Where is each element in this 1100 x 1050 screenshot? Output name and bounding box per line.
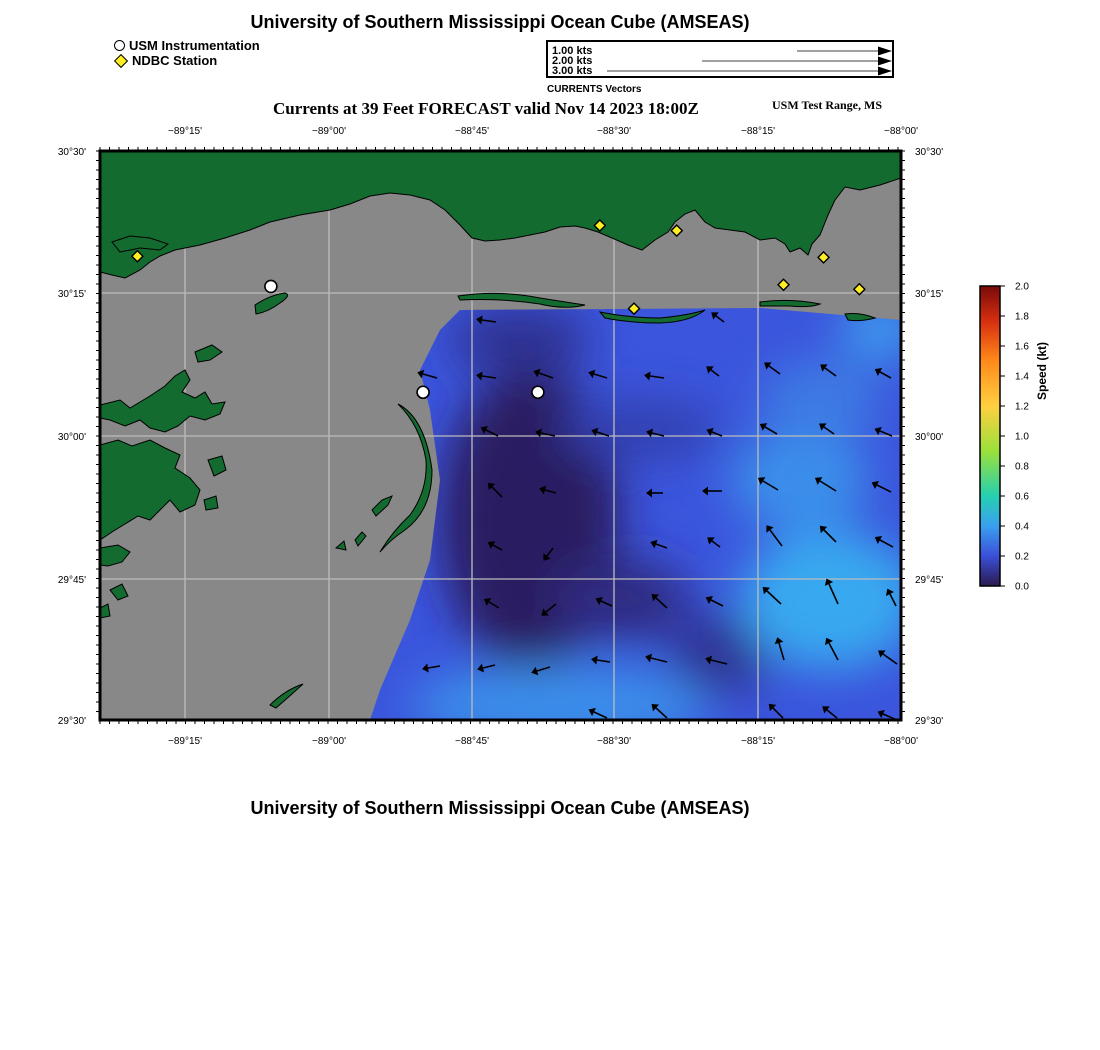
colorbar-tick-11: 0.0 (1015, 581, 1029, 593)
lat-tick-left-4: 29°45' (57, 575, 86, 586)
lon-tick-top-6: −88°00' (884, 126, 918, 137)
lon-ticks-top (168, 126, 918, 137)
usm-station-3 (532, 386, 544, 398)
scale-label-3: 3.00 kts (552, 65, 593, 77)
lat-ticks-right (915, 147, 943, 727)
scale-label-2: 2.00 kts (552, 55, 593, 67)
speed-field (360, 290, 920, 745)
speed-colorbar (970, 278, 1040, 598)
lat-tick-right-3: 30°00' (915, 432, 944, 443)
colorbar-tick-3: 1.6 (1015, 341, 1029, 353)
colorbar-tick-9: 0.4 (1015, 521, 1029, 533)
colorbar-ticks (1000, 282, 1029, 593)
legend-usm-label: USM Instrumentation (129, 38, 260, 53)
colorbar-tick-1: 2.0 (1015, 281, 1029, 293)
colorbar-gradient (980, 286, 1000, 586)
lat-tick-right-4: 29°45' (915, 575, 944, 586)
colorbar-tick-10: 0.2 (1015, 551, 1029, 563)
usm-station-2 (417, 386, 429, 398)
lon-tick-bottom-3: −88°45' (455, 736, 489, 747)
colorbar-tick-6: 1.0 (1015, 431, 1029, 443)
lat-tick-left-5: 29°30' (57, 716, 86, 727)
lat-tick-left-3: 30°00' (57, 432, 86, 443)
lat-tick-right-5: 29°30' (915, 716, 944, 727)
colorbar-label-text: Speed (kt) (1035, 341, 1049, 400)
lon-ticks-bottom (168, 736, 918, 747)
lon-tick-top-5: −88°15' (741, 126, 775, 137)
lon-tick-top-3: −88°45' (455, 126, 489, 137)
legend-ndbc-label: NDBC Station (132, 53, 218, 68)
colorbar-tick-2: 1.8 (1015, 311, 1029, 323)
lat-tick-right-2: 30°15' (915, 289, 944, 300)
currents-vectors-caption: CURRENTS Vectors (547, 84, 642, 95)
lat-tick-left-2: 30°15' (57, 289, 86, 300)
lon-tick-bottom-1: −89°15' (168, 736, 202, 747)
lat-tick-left-1: 30°30' (57, 147, 86, 158)
usm-station-1 (265, 280, 277, 292)
colorbar-tick-8: 0.6 (1015, 491, 1029, 503)
footer-title: University of Southern Mississippi Ocean Cube (AMSEAS) (250, 798, 750, 818)
lon-tick-top-2: −89°00' (312, 126, 346, 137)
lon-tick-top-1: −89°15' (168, 126, 202, 137)
lon-tick-top-4: −88°30' (597, 126, 631, 137)
lon-tick-bottom-4: −88°30' (597, 736, 631, 747)
region-label: USM Test Range, MS (772, 98, 883, 112)
lon-tick-bottom-2: −89°00' (312, 736, 346, 747)
lat-ticks-left (58, 147, 86, 727)
forecast-subtitle: Currents at 39 Feet FORECAST valid Nov 14 2023 18:00Z (273, 99, 699, 118)
colorbar-tick-4: 1.4 (1015, 371, 1029, 383)
map-title: University of Southern Mississippi Ocean Cube (AMSEAS) (250, 12, 750, 32)
lat-tick-right-1: 30°30' (915, 147, 944, 158)
colorbar-label (1035, 342, 1049, 400)
lon-tick-bottom-6: −88°00' (884, 736, 918, 747)
colorbar-tick-7: 0.8 (1015, 461, 1029, 473)
colorbar-tick-5: 1.2 (1015, 401, 1029, 413)
lon-tick-bottom-5: −88°15' (741, 736, 775, 747)
scale-label-1: 1.00 kts (552, 45, 593, 57)
